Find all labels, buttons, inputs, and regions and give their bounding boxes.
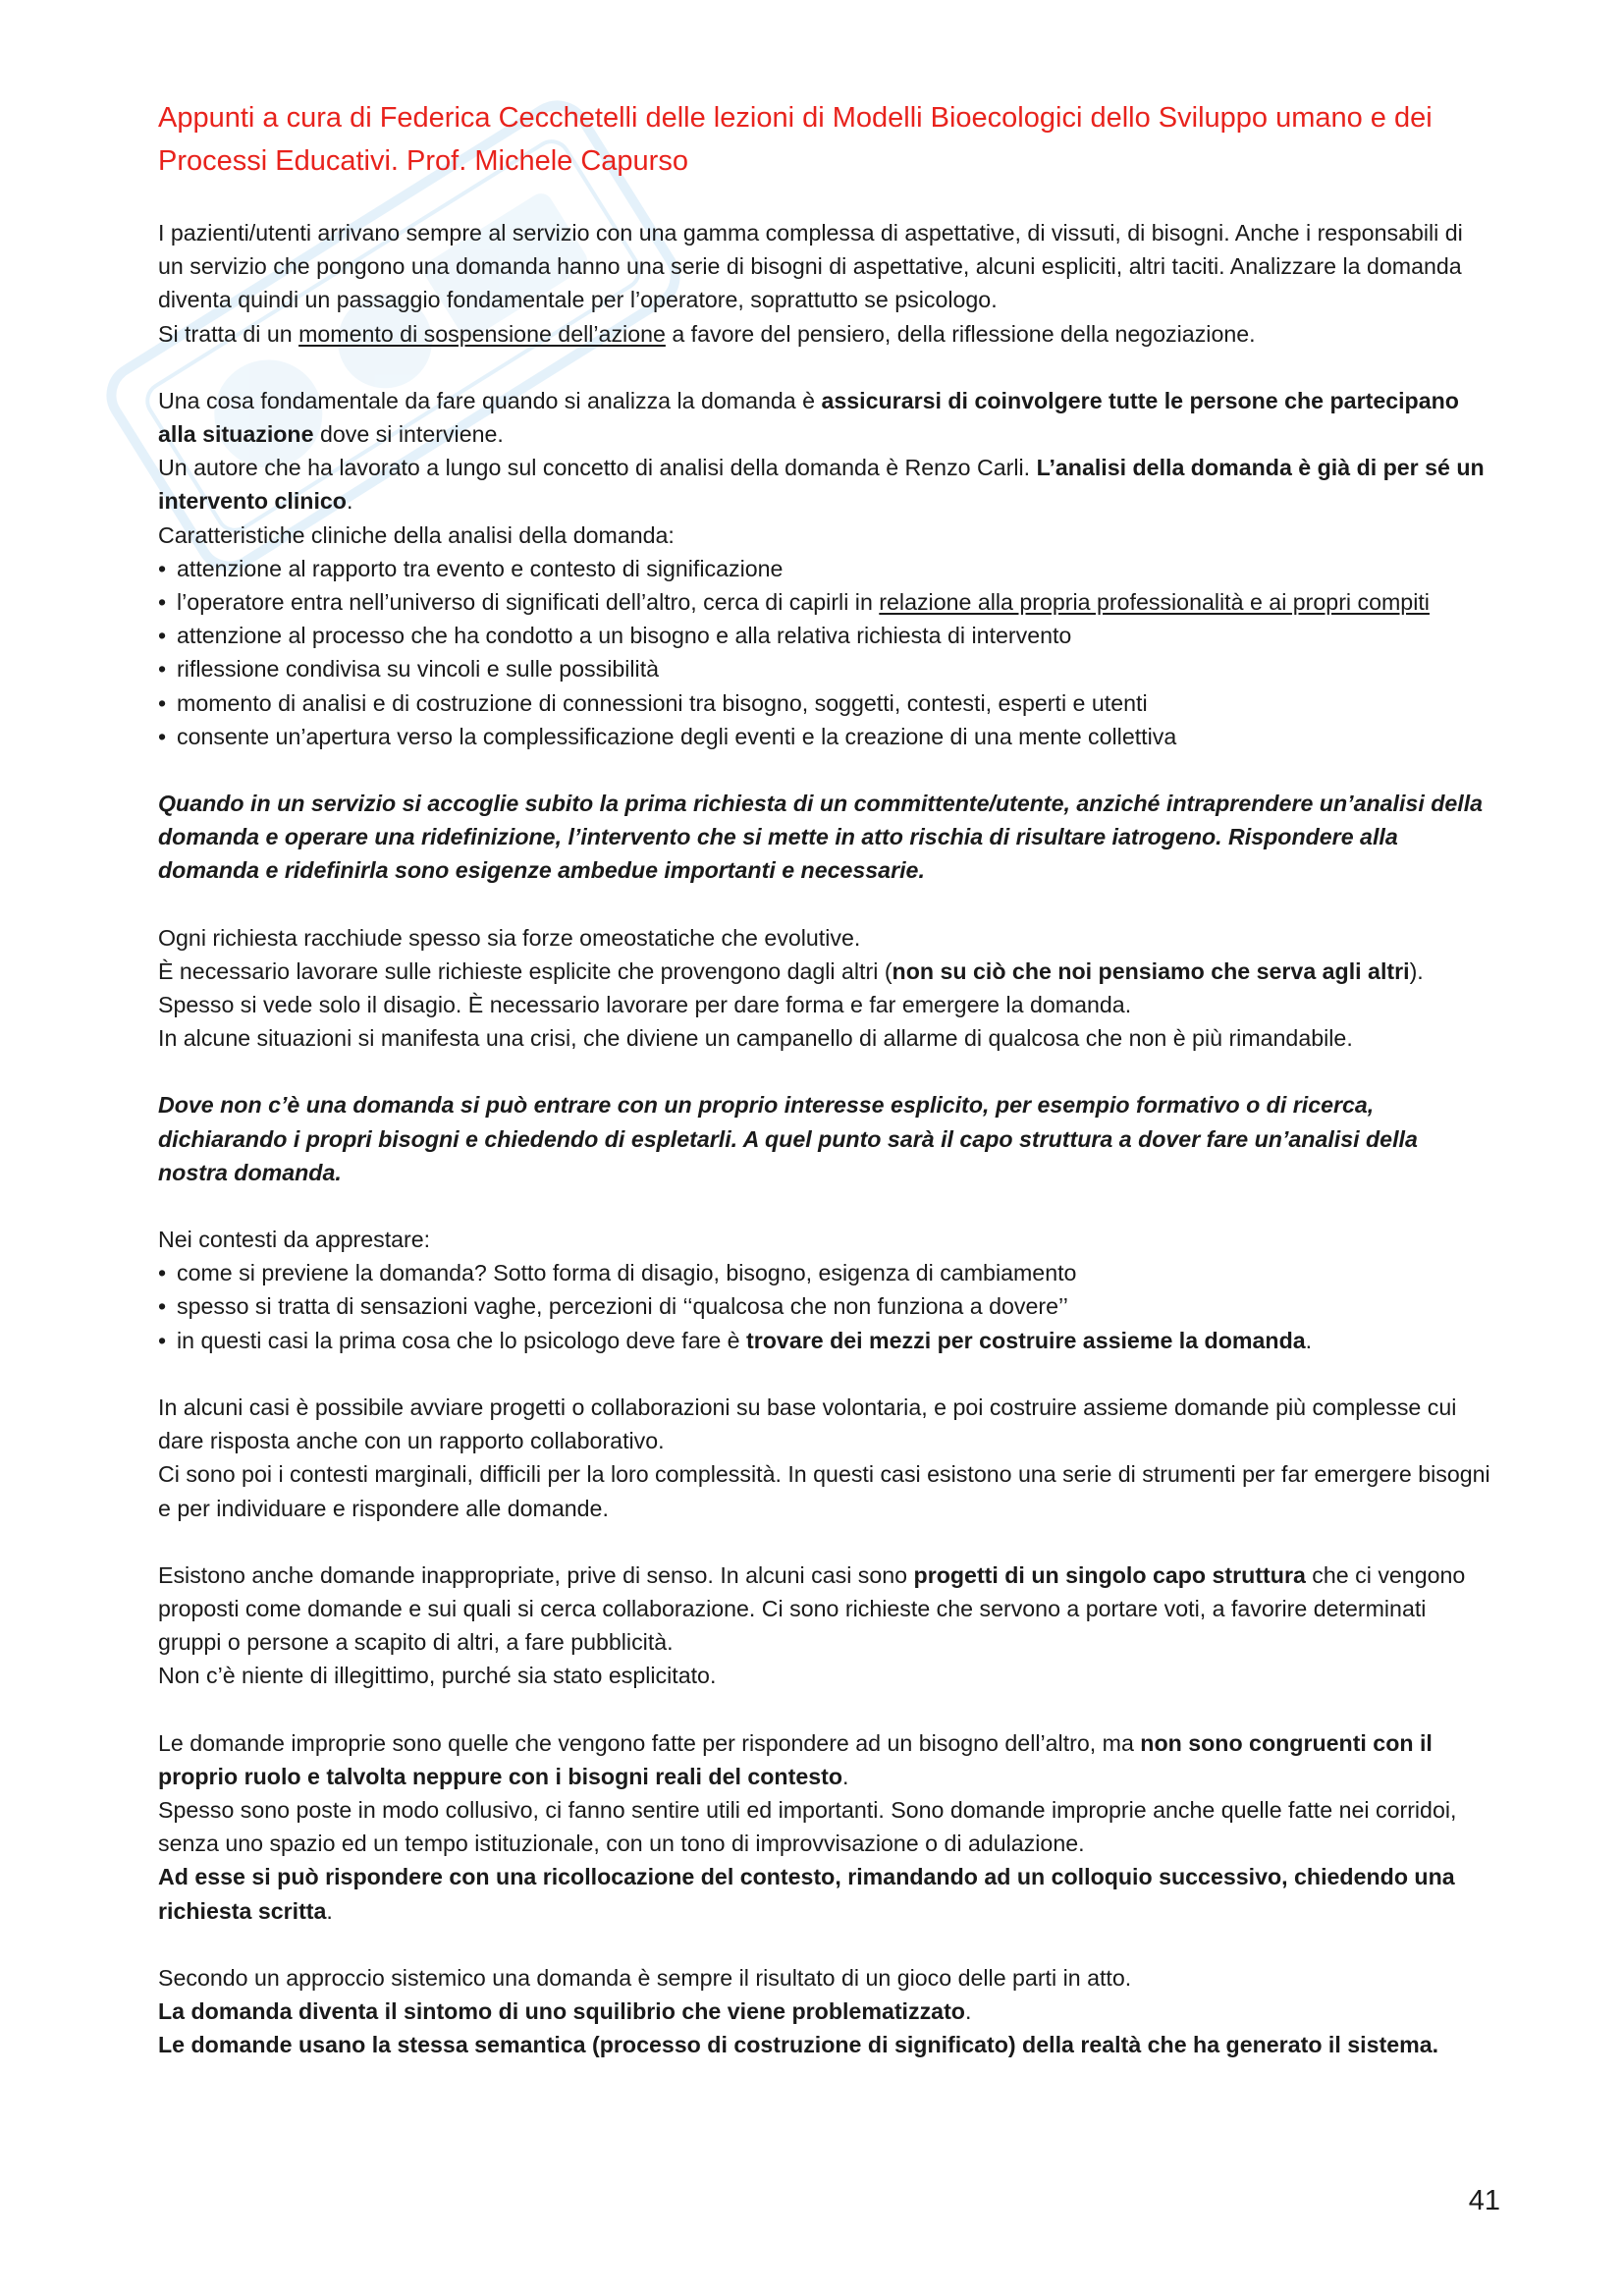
paragraph-legitimate: Non c’è niente di illegittimo, purché sia stato esplicitato.: [158, 1663, 717, 1689]
page-number: 41: [1468, 2185, 1500, 2216]
list-item: • come si previene la domanda? Sotto forma di disagio, bisogno, esigenza di cambiamento: [158, 1256, 1493, 1289]
paragraph-explicit-requests: È necessario lavorare sulle richieste esplicite che provengono dagli altri (non su ciò che noi pensiamo che serva agli altri). Spesso si vede solo il disagio. È necessario lavorare per dare forma e far emergere la domanda.: [158, 957, 1424, 1018]
list-item: • consente un’apertura verso la complessificazione degli eventi e la creazione di una mente collettiva: [158, 720, 1493, 753]
paragraph-voluntary: In alcuni casi è possibile avviare progetti o collaborazioni su base volontaria, e poi costruire assieme domande più complesse cui dare risposta anche con un rapporto collaborativo.: [158, 1394, 1457, 1454]
characteristics-list: [158, 552, 1493, 753]
paragraph-response: Ad esse si può rispondere con una ricollocazione del contesto, rimandando ad un colloquio successivo, chiedendo una richiesta scritta.: [158, 1864, 1455, 1924]
paragraph-marginal: Ci sono poi i contesti marginali, difficili per la loro complessità. In questi casi esistono una serie di strumenti per far emergere bisogni e per individuare e rispondere alle domande.: [158, 1461, 1490, 1521]
paragraph-symptom: La domanda diventa il sintomo di uno squilibrio che viene problematizzato.: [158, 1997, 972, 2024]
contexts-list: [158, 1256, 1493, 1357]
list-item: • l’operatore entra nell’universo di significati dell’altro, cerca di capirli in relazione alla propria professionalità e ai propri compiti: [158, 585, 1493, 619]
paragraph-crisis: In alcune situazioni si manifesta una crisi, che diviene un campanello di allarme di qualcosa che non è più rimandabile.: [158, 1025, 1353, 1052]
list-item: • attenzione al processo che ha condotto a un bisogno e alla relativa richiesta di intervento: [158, 619, 1493, 652]
paragraph-systemic: Secondo un approccio sistemico una domanda è sempre il risultato di un gioco delle parti in atto.: [158, 1964, 1132, 1991]
document-body: [158, 216, 1493, 2061]
paragraph-involve: Una cosa fondamentale da fare quando si analizza la domanda è assicurarsi di coinvolgere tutte le persone che partecipano alla situazione dove si interviene.: [158, 387, 1459, 448]
paragraph-homeostatic: Ogni richiesta racchiude spesso sia forze omeostatiche che evolutive.: [158, 924, 861, 951]
list-item: • spesso si tratta di sensazioni vaghe, percezioni di ‘‘qualcosa che non funziona a dovere’’: [158, 1289, 1493, 1323]
page-header-title: Appunti a cura di Federica Cecchetelli delle lezioni di Modelli Bioecologici dello Sviluppo umano e dei Processi Educativi. Prof. Michele Capurso: [158, 102, 1433, 177]
list-item: • attenzione al rapporto tra evento e contesto di significazione: [158, 552, 1493, 585]
paragraph-characteristics-label: Caratteristiche cliniche della analisi della domanda:: [158, 521, 675, 548]
list-item: • riflessione condivisa su vincoli e sulle possibilità: [158, 652, 1493, 685]
paragraph-intro: I pazienti/utenti arrivano sempre al servizio con una gamma complessa di aspettative, di vissuti, di bisogni. Anche i responsabili di un servizio che pongono una domanda hanno una serie di bisogni di aspettative, alcuni espliciti, altri taciti. Analizzare la domanda diventa quindi un passaggio fondamentale per l’operatore, soprattutto se psicologo. Si tratta di un momento di sospensione dell’azione a favore del pensiero, della riflessione della negoziazione.: [158, 220, 1463, 347]
paragraph-semantics: Le domande usano la stessa semantica (processo di costruzione di significato) della realtà che ha generato il sistema.: [158, 2032, 1439, 2058]
paragraph-collusive: Spesso sono poste in modo collusivo, ci fanno sentire utili ed importanti. Sono domande improprie anche quelle fatte nei corridoi, senza uno spazio ed un tempo istituzionale, con un tono di improvvisazione o di adulazione.: [158, 1796, 1457, 1857]
paragraph-contexts-label: Nei contesti da apprestare:: [158, 1227, 431, 1253]
paragraph-carli: Un autore che ha lavorato a lungo sul concetto di analisi della domanda è Renzo Carli. L’analisi della domanda è già di per sé un intervento clinico.: [158, 455, 1485, 515]
paragraph-iatrogenic: Quando in un servizio si accoglie subito la prima richiesta di un committente/utente, anziché intraprendere un’analisi della domanda e operare una ridefinizione, l’intervento che si mette in atto rischia di risultare iatrogeno. Rispondere alla domanda e ridefinirla sono esigenze ambedue importanti e necessarie.: [158, 791, 1484, 884]
list-item: • in questi casi la prima cosa che lo psicologo deve fare è trovare dei mezzi per costruire assieme la domanda.: [158, 1324, 1493, 1357]
list-item: • momento di analisi e di costruzione di connessioni tra bisogno, soggetti, contesti, esperti e utenti: [158, 686, 1493, 720]
paragraph-inappropriate: Esistono anche domande inappropriate, prive di senso. In alcuni casi sono progetti di un singolo capo struttura che ci vengono proposti come domande e sui quali si cerca collaborazione. Ci sono richieste che servono a portare voti, a favorire determinati gruppi o persone a scapito di altri, a fare pubblicità.: [158, 1561, 1466, 1656]
paragraph-no-demand: Dove non c’è una domanda si può entrare con un proprio interesse esplicito, per esempio formativo o di ricerca, dichiarando i propri bisogni e chiedendo di espletarli. A quel punto sarà il capo struttura a dover fare un’analisi della nostra domanda.: [158, 1092, 1418, 1185]
underlined-phrase: momento di sospensione dell’azione: [298, 320, 666, 347]
paragraph-improper: Le domande improprie sono quelle che vengono fatte per rispondere ad un bisogno dell’altro, ma non sono congruenti con il proprio ruolo e talvolta neppure con i bisogni reali del contesto.: [158, 1729, 1433, 1789]
